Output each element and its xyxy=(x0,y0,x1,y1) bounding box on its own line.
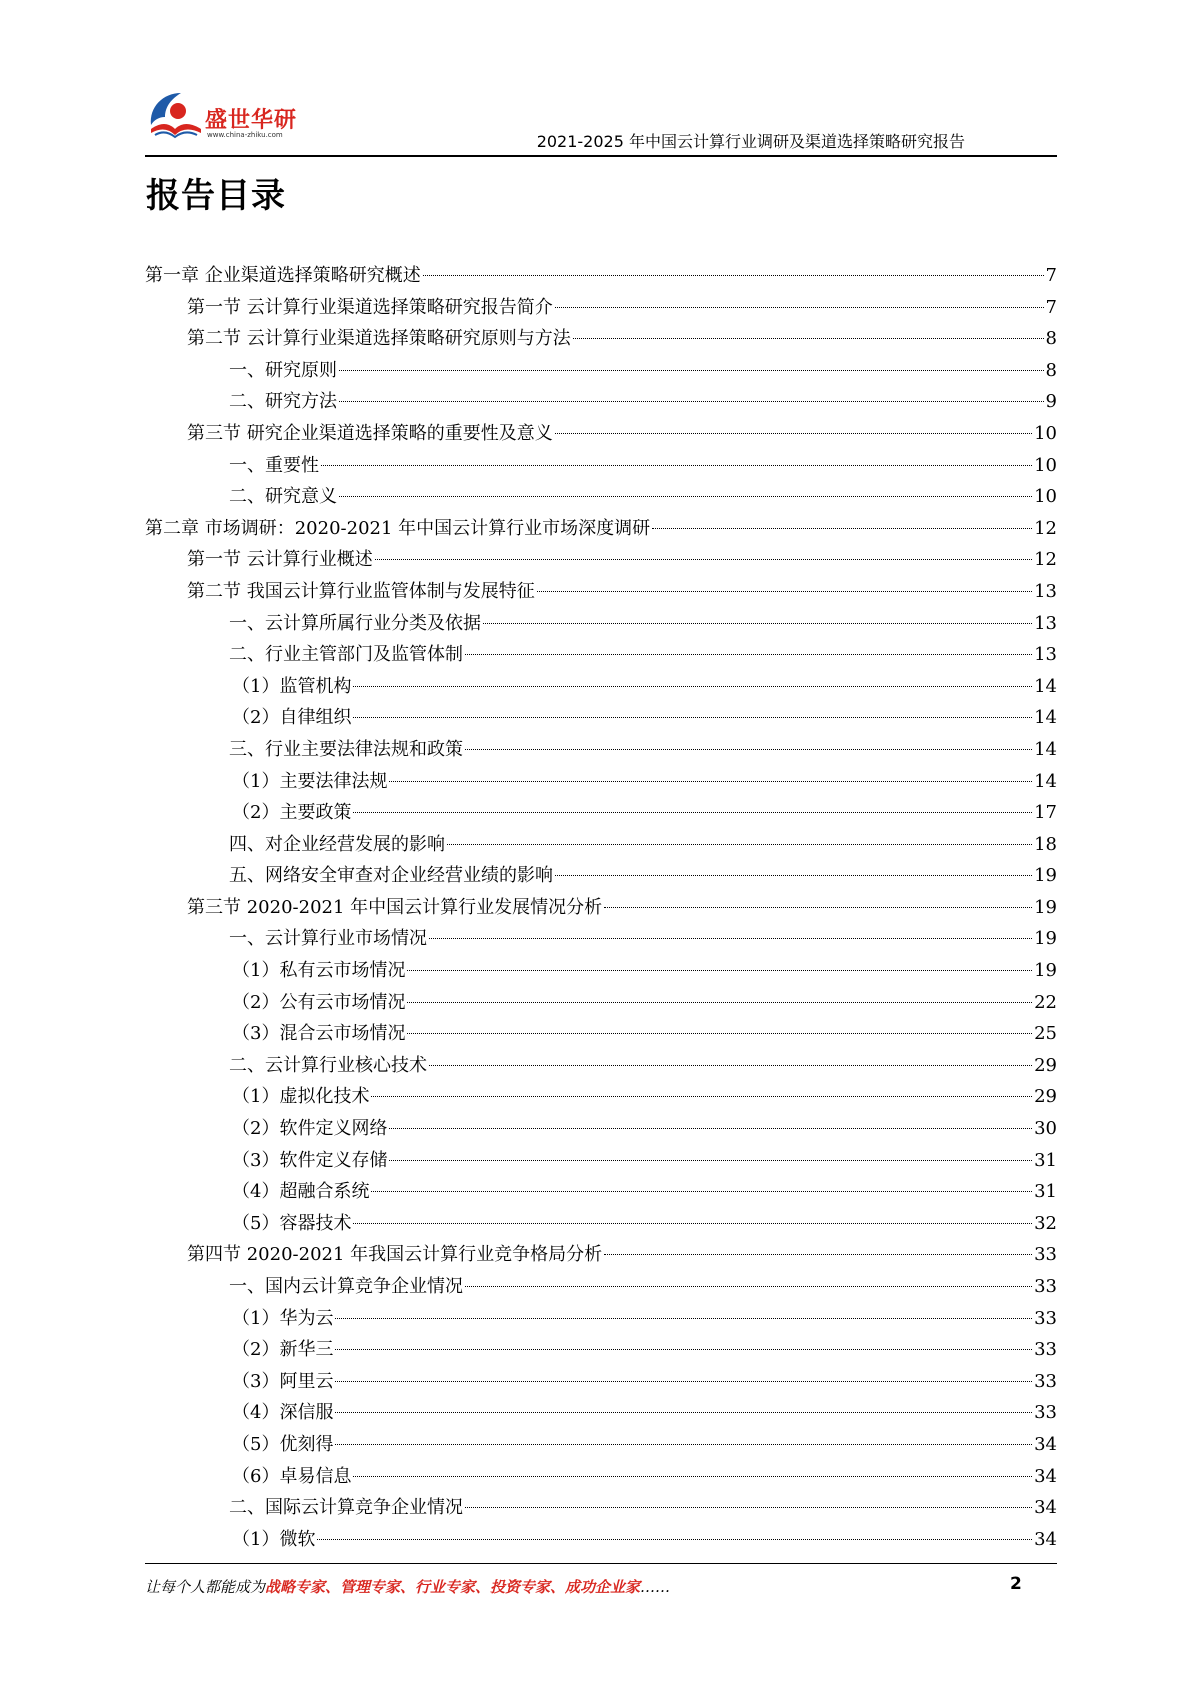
toc-entry-page: 10 xyxy=(1034,454,1057,476)
toc-entry[interactable] xyxy=(145,829,1057,861)
toc-entry-page: 29 xyxy=(1034,1086,1057,1108)
toc-entry[interactable] xyxy=(145,1113,1057,1145)
toc-dot-leader xyxy=(389,781,1032,782)
toc-entry-page: 14 xyxy=(1034,770,1057,792)
toc-dot-leader xyxy=(465,1507,1032,1508)
logo-url: www.china-zhiku.com xyxy=(207,131,283,139)
toc-entry-label: （3）混合云市场情况 xyxy=(232,1023,406,1045)
toc-dot-leader xyxy=(339,496,1032,497)
toc-entry-page: 29 xyxy=(1034,1054,1057,1076)
toc-entry[interactable] xyxy=(145,797,1057,829)
header-divider xyxy=(145,155,1057,157)
toc-entry-page: 7 xyxy=(1045,296,1057,318)
toc-entry[interactable] xyxy=(145,1397,1057,1429)
slogan-prefix: 让每个人都能成为 xyxy=(145,1578,266,1596)
toc-dot-leader xyxy=(604,907,1032,908)
toc-entry-label: 四、对企业经营发展的影响 xyxy=(229,833,445,855)
toc-dot-leader xyxy=(339,401,1044,402)
toc-entry-page: 33 xyxy=(1034,1370,1057,1392)
toc-entry-label: 第三节 研究企业渠道选择策略的重要性及意义 xyxy=(187,422,553,444)
toc-entry[interactable] xyxy=(145,671,1057,703)
toc-entry[interactable] xyxy=(145,323,1057,355)
toc-dot-leader xyxy=(465,749,1032,750)
toc-entry[interactable] xyxy=(145,1366,1057,1398)
toc-entry[interactable] xyxy=(145,576,1057,608)
toc-entry-label: （4）深信服 xyxy=(232,1402,334,1424)
toc-entry-page: 10 xyxy=(1034,486,1057,508)
toc-dot-leader xyxy=(389,1160,1032,1161)
toc-dot-leader xyxy=(335,1349,1032,1350)
toc-entry-page: 25 xyxy=(1034,1023,1057,1045)
toc-entry[interactable] xyxy=(145,987,1057,1019)
toc-entry[interactable] xyxy=(145,1524,1057,1556)
page-number: 2 xyxy=(1010,1574,1022,1594)
toc-dot-leader xyxy=(317,1539,1032,1540)
toc-dot-leader xyxy=(465,654,1032,655)
toc-entry-page: 34 xyxy=(1034,1433,1057,1455)
toc-entry[interactable] xyxy=(145,860,1057,892)
toc-entry-label: 二、行业主管部门及监管体制 xyxy=(229,644,463,666)
toc-entry[interactable] xyxy=(145,1081,1057,1113)
toc-entry-page: 19 xyxy=(1034,865,1057,887)
toc-dot-leader xyxy=(407,970,1032,971)
toc-entry-label: （1）微软 xyxy=(232,1528,316,1550)
toc-entry-label: 二、研究方法 xyxy=(229,391,337,413)
toc-entry-label: 一、云计算所属行业分类及依据 xyxy=(229,612,481,634)
toc-entry-label: 二、研究意义 xyxy=(229,486,337,508)
toc-dot-leader xyxy=(335,1444,1032,1445)
toc-entry[interactable] xyxy=(145,1461,1057,1493)
toc-dot-leader xyxy=(604,1254,1032,1255)
toc-dot-leader xyxy=(353,717,1032,718)
toc-entry-label: （1）监管机构 xyxy=(232,675,352,697)
toc-dot-leader xyxy=(353,686,1032,687)
toc-entry[interactable] xyxy=(145,1050,1057,1082)
toc-entry-page: 8 xyxy=(1045,359,1057,381)
toc-entry-page: 18 xyxy=(1034,833,1057,855)
toc-entry-label: （4）超融合系统 xyxy=(232,1181,370,1203)
toc-entry[interactable] xyxy=(145,892,1057,924)
toc-dot-leader xyxy=(321,465,1032,466)
toc-entry-label: 二、国际云计算竞争企业情况 xyxy=(229,1497,463,1519)
toc-dot-leader xyxy=(407,1002,1032,1003)
toc-entry[interactable] xyxy=(145,766,1057,798)
toc-entry-page: 14 xyxy=(1034,738,1057,760)
toc-dot-leader xyxy=(339,370,1044,371)
report-title: 2021-2025 年中国云计算行业调研及渠道选择策略研究报告 xyxy=(536,132,965,151)
toc-dot-leader xyxy=(652,528,1032,529)
toc-entry-label: 第一章 企业渠道选择策略研究概述 xyxy=(145,265,421,286)
toc-entry-page: 33 xyxy=(1034,1402,1057,1424)
toc-entry-label: 第二节 云计算行业渠道选择策略研究原则与方法 xyxy=(187,328,571,350)
toc-entry-page: 31 xyxy=(1034,1149,1057,1171)
toc-entry[interactable] xyxy=(145,1492,1057,1524)
toc-entry-page: 12 xyxy=(1034,549,1057,571)
company-logo xyxy=(145,85,315,147)
toc-entry-page: 14 xyxy=(1034,707,1057,729)
toc-entry-page: 9 xyxy=(1045,391,1057,413)
toc-entry[interactable] xyxy=(145,386,1057,418)
toc-entry-label: 第二章 市场调研：2020-2021 年中国云计算行业市场深度调研 xyxy=(145,517,651,539)
toc-entry-label: （1）虚拟化技术 xyxy=(232,1086,370,1108)
toc-entry-label: （2）公有云市场情况 xyxy=(232,991,406,1013)
toc-entry-label: （2）新华三 xyxy=(232,1339,334,1361)
toc-entry[interactable] xyxy=(145,1208,1057,1240)
toc-entry-page: 31 xyxy=(1034,1181,1057,1203)
toc-entry-page: 33 xyxy=(1034,1339,1057,1361)
toc-entry[interactable] xyxy=(145,355,1057,387)
table-of-contents xyxy=(145,260,1057,1555)
toc-dot-leader xyxy=(483,623,1032,624)
toc-entry[interactable] xyxy=(145,1145,1057,1177)
toc-entry-label: （6）卓易信息 xyxy=(232,1465,352,1487)
toc-dot-leader xyxy=(353,1476,1032,1477)
toc-dot-leader xyxy=(407,1033,1032,1034)
toc-dot-leader xyxy=(573,338,1044,339)
toc-dot-leader xyxy=(447,844,1032,845)
toc-entry-page: 34 xyxy=(1034,1528,1057,1550)
toc-entry-page: 12 xyxy=(1034,517,1057,539)
toc-entry-label: （5）优刻得 xyxy=(232,1433,334,1455)
toc-entry-page: 19 xyxy=(1034,960,1057,982)
toc-entry-page: 34 xyxy=(1034,1497,1057,1519)
page-header xyxy=(145,85,1057,160)
toc-entry-label: 五、网络安全审查对企业经营业绩的影响 xyxy=(229,865,553,887)
toc-entry[interactable] xyxy=(145,923,1057,955)
toc-entry-label: 第四节 2020-2021 年我国云计算行业竞争格局分析 xyxy=(187,1244,603,1266)
toc-entry-page: 34 xyxy=(1034,1465,1057,1487)
toc-entry-label: 一、国内云计算竞争企业情况 xyxy=(229,1276,463,1297)
toc-entry-label: 第二节 我国云计算行业监管体制与发展特征 xyxy=(187,580,535,602)
toc-entry-page: 8 xyxy=(1045,328,1057,350)
toc-entry[interactable] xyxy=(145,513,1057,545)
toc-entry[interactable] xyxy=(145,1239,1057,1271)
toc-entry[interactable] xyxy=(145,1176,1057,1208)
toc-entry-page: 17 xyxy=(1034,802,1057,824)
slogan-highlight: 战略专家、管理专家、行业专家、投资专家、成功企业家 xyxy=(265,1578,641,1596)
toc-entry-page: 33 xyxy=(1034,1307,1057,1329)
toc-dot-leader xyxy=(555,433,1032,434)
toc-entry-label: 二、云计算行业核心技术 xyxy=(229,1054,427,1076)
toc-entry[interactable] xyxy=(145,450,1057,482)
toc-entry-label: 第三节 2020-2021 年中国云计算行业发展情况分析 xyxy=(187,896,603,918)
page-title: 报告目录 xyxy=(146,176,286,216)
toc-entry-label: 一、研究原则 xyxy=(229,359,337,381)
toc-entry-page: 32 xyxy=(1034,1212,1057,1234)
toc-entry[interactable] xyxy=(145,418,1057,450)
logo-emblem-icon xyxy=(145,85,205,145)
toc-entry-page: 13 xyxy=(1034,612,1057,634)
toc-dot-leader xyxy=(371,1096,1032,1097)
toc-entry-page: 14 xyxy=(1034,675,1057,697)
toc-entry[interactable] xyxy=(145,481,1057,513)
toc-entry[interactable] xyxy=(145,702,1057,734)
toc-entry[interactable] xyxy=(145,1429,1057,1461)
toc-dot-leader xyxy=(423,275,1044,276)
toc-entry-label: （5）容器技术 xyxy=(232,1212,352,1234)
toc-entry-page: 33 xyxy=(1034,1276,1057,1297)
toc-entry[interactable] xyxy=(145,260,1057,292)
toc-dot-leader xyxy=(389,1128,1032,1129)
toc-dot-leader xyxy=(465,1286,1032,1287)
toc-entry[interactable] xyxy=(145,734,1057,766)
slogan-suffix: …… xyxy=(640,1578,671,1596)
toc-dot-leader xyxy=(335,1412,1032,1413)
toc-dot-leader xyxy=(429,1065,1032,1066)
toc-entry-page: 30 xyxy=(1034,1118,1057,1140)
toc-dot-leader xyxy=(353,1223,1032,1224)
toc-entry-label: （3）软件定义存储 xyxy=(232,1149,388,1171)
toc-dot-leader xyxy=(335,1381,1032,1382)
toc-entry-page: 22 xyxy=(1034,991,1057,1013)
toc-entry-label: 第一节 云计算行业渠道选择策略研究报告简介 xyxy=(187,296,553,318)
toc-entry[interactable] xyxy=(145,608,1057,640)
toc-entry[interactable] xyxy=(145,292,1057,324)
toc-entry-page: 10 xyxy=(1034,422,1057,444)
toc-entry[interactable] xyxy=(145,544,1057,576)
toc-dot-leader xyxy=(353,812,1032,813)
toc-entry-label: （1）主要法律法规 xyxy=(232,770,388,792)
toc-entry[interactable] xyxy=(145,1334,1057,1366)
toc-dot-leader xyxy=(335,1318,1032,1319)
toc-entry[interactable] xyxy=(145,1018,1057,1050)
toc-entry[interactable] xyxy=(145,639,1057,671)
toc-entry[interactable] xyxy=(145,1303,1057,1335)
toc-entry-label: （2）主要政策 xyxy=(232,802,352,824)
toc-entry-label: 一、云计算行业市场情况 xyxy=(229,928,427,950)
toc-dot-leader xyxy=(375,559,1032,560)
toc-entry-label: 一、重要性 xyxy=(229,454,319,476)
toc-entry-label: （1）华为云 xyxy=(232,1307,334,1329)
toc-entry-label: （3）阿里云 xyxy=(232,1370,334,1392)
toc-entry-label: 三、行业主要法律法规和政策 xyxy=(229,738,463,760)
toc-entry-page: 19 xyxy=(1034,896,1057,918)
toc-dot-leader xyxy=(429,938,1032,939)
toc-dot-leader xyxy=(537,591,1032,592)
toc-entry-page: 13 xyxy=(1034,580,1057,602)
toc-entry[interactable] xyxy=(145,1271,1057,1303)
toc-entry-page: 19 xyxy=(1034,928,1057,950)
toc-entry-label: 第一节 云计算行业概述 xyxy=(187,549,373,571)
toc-entry-page: 33 xyxy=(1034,1244,1057,1266)
toc-entry[interactable] xyxy=(145,955,1057,987)
toc-dot-leader xyxy=(555,307,1044,308)
toc-entry-label: （2）软件定义网络 xyxy=(232,1118,388,1140)
toc-entry-label: （2）自律组织 xyxy=(232,707,352,729)
toc-entry-page: 7 xyxy=(1045,265,1057,286)
toc-dot-leader xyxy=(555,875,1032,876)
toc-dot-leader xyxy=(371,1191,1032,1192)
footer-divider xyxy=(145,1563,1057,1564)
footer-slogan xyxy=(145,1576,670,1597)
toc-entry-label: （1）私有云市场情况 xyxy=(232,960,406,982)
toc-entry-page: 13 xyxy=(1034,644,1057,666)
logo-name: 盛世华研 xyxy=(205,108,298,133)
